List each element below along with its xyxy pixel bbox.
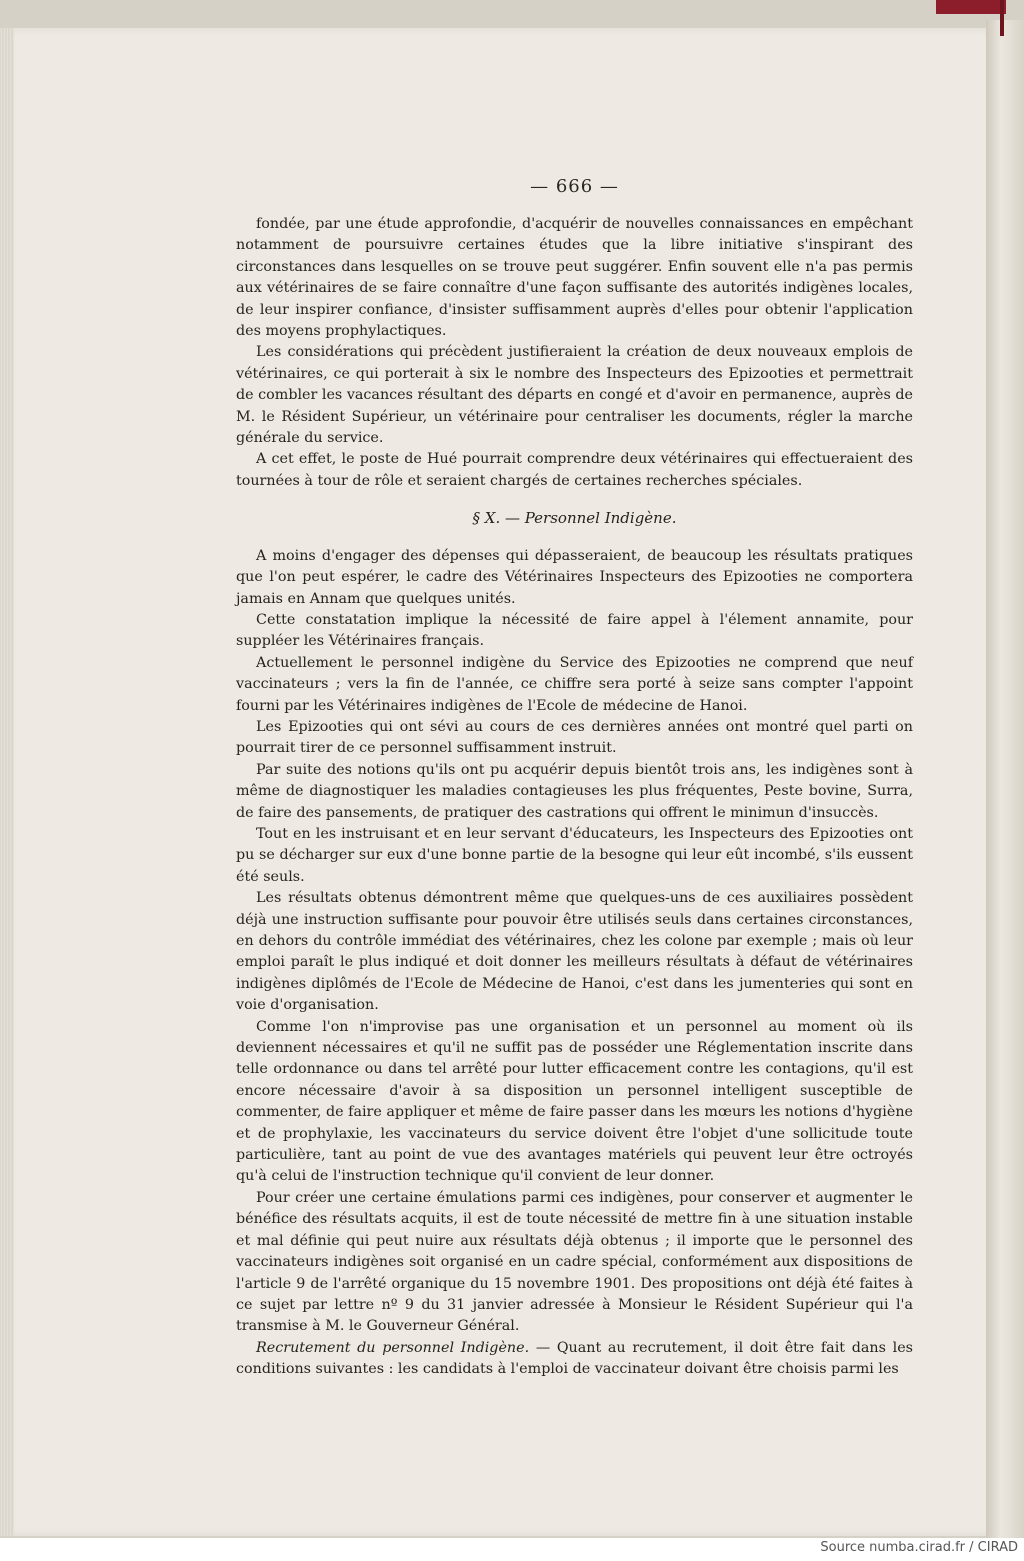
paragraph: Les considérations qui précèdent justifieraient la création de deux nouveaux emplois de vétérinaires, ce qui porterait à six le nombre des Inspecteurs des Epizooties et permettrait de combler les vacances résultant des départs en congé et d'avoir en permanence, auprès de M. le Résident Supérieur, un vétérinaire pour centraliser les documents, régler la marche générale du service. (236, 344, 913, 447)
paragraph: A cet effet, le poste de Hué pourrait comprendre deux vétérinaires qui effectueraient des tournées à tour de rôle et seraient chargés de certaines recherches spéciales. (236, 451, 913, 489)
page-number: — 666 — (530, 176, 619, 197)
bookmark-ribbon-tail (1000, 0, 1004, 36)
paragraph: fondée, par une étude approfondie, d'acquérir de nouvelles connaissances en empêchant notamment de poursuivre certaines études que la libre initiative s'inspirant des circonstances dans lesquelles on se trouve peut suggérer. Enfin souvent elle n'a pas permis aux vétérinaires de se faire connaître d'une façon suffisante des autorités indigènes locales, de leur inspirer confiance, d'insister suffisamment auprès d'elles pour obtenir l'application des moyens prophylactiques. (236, 216, 913, 340)
last-paragraph (236, 1338, 913, 1381)
paragraph: Les Epizooties qui ont sévi au cours de ces dernières années ont montré quel parti on pourrait tirer de ce personnel suffisamment instruit. (236, 718, 913, 757)
paragraph: Tout en les instruisant et en leur servant d'éducateurs, les Inspecteurs des Epizooties ont pu se décharger sur eux d'une bonne partie de la besogne qui leur eût incombé, s'ils eussent été seuls. (236, 825, 913, 885)
paragraph: A moins d'engager des dépenses qui dépasseraient, de beaucoup les résultats pratiques que l'on peut espérer, le cadre des Vétérinaires Inspecteurs des Epizooties ne comportera jamais en Annam que quelques unités. (236, 547, 913, 607)
bookmark-ribbon (936, 0, 1006, 14)
section-heading: § X. — Personnel Indigène. (472, 509, 677, 528)
paragraph: Pour créer une certaine émulations parmi ces indigènes, pour conserver et augmenter le bénéfice des résultats acquits, il est de toute nécessité de mettre fin à une situation instable et mal définie qui peut nuire aux résultats déjà obtenus ; il importe que le personnel des vaccinateurs indigènes soit organisé en un cadre spécial, conformément aux dispositions de l'article 9 de l'arrêté organique du 15 novembre 1901. Des propositions ont déjà été faites à ce sujet par lettre nº 9 du 31 janvier adressée à Monsieur le Résident Supérieur qui l'a transmise à M. le Gouverneur Général. (236, 1189, 913, 1335)
paragraph: Les résultats obtenus démontrent même que quelques-uns de ces auxiliaires possèdent déjà une instruction suffisante pour pouvoir être utilisés seuls dans certaines circonstances, en dehors du contrôle immédiat des vétérinaires, chez les colone par exemple ; mais où leur emploi paraît le plus indiqué et doit donner les meilleurs résultats à défaut de vétérinaires indigènes diplômés de l'Ecole de Médecine de Hanoi, c'est dans les jumenteries qui sont en voie d'organisation. (236, 890, 913, 1014)
paragraph: Actuellement le personnel indigène du Service des Epizooties ne comprend que neuf vaccinateurs ; vers la fin de l'année, ce chiffre sera porté à seize sans compter l'appoint fourni par les Vétérinaires indigènes de l'Ecole de médecine de Hanoi. (236, 654, 913, 714)
body-text (236, 214, 913, 1381)
source-credit: Source numba.cirad.fr / CIRAD (820, 1540, 1018, 1555)
paragraph-text: — Quant au recrutement, il doit être fait dans les conditions suivantes : les candidats à l'emploi de vaccinateur doivant être choisis parmi les (236, 1339, 913, 1378)
paragraph: Comme l'on n'improvise pas une organisation et un personnel au moment où ils deviennent nécessaires et qu'il ne suffit pas de posséder une Réglementation inscrite dans telle ordonnance ou dans tel arrêté pour lutter efficacement contre les contagions, qu'il est encore nécessaire d'avoir à sa disposition un personnel intelligent susceptible de commenter, de faire appliquer et même de faire passer dans les mœurs les notions d'hygiène et de prophylaxie, les vaccinateurs du service doivent être l'objet d'une sollicitude toute particulière, tant au point de vue des avantages matériels qui peuvent leur être octroyés qu'à celui de l'instruction technique qu'il convient de leur donner. (236, 1018, 913, 1185)
paragraph: Cette constatation implique la nécessité de faire appel à l'élement annamite, pour suppléer les Vétérinaires français. (236, 611, 913, 650)
page-stack-right (986, 20, 1024, 1538)
paragraph: Par suite des notions qu'ils ont pu acquérir depuis bientôt trois ans, les indigènes sont à même de diagnostiquer les maladies contagieuses les plus fréquentes, Peste bovine, Surra, de faire des pansements, de pratiquer des castrations qui offrent le minimun d'insuccès. (236, 761, 913, 821)
run-in-heading: Recrutement du personnel Indigène. (256, 1339, 530, 1356)
